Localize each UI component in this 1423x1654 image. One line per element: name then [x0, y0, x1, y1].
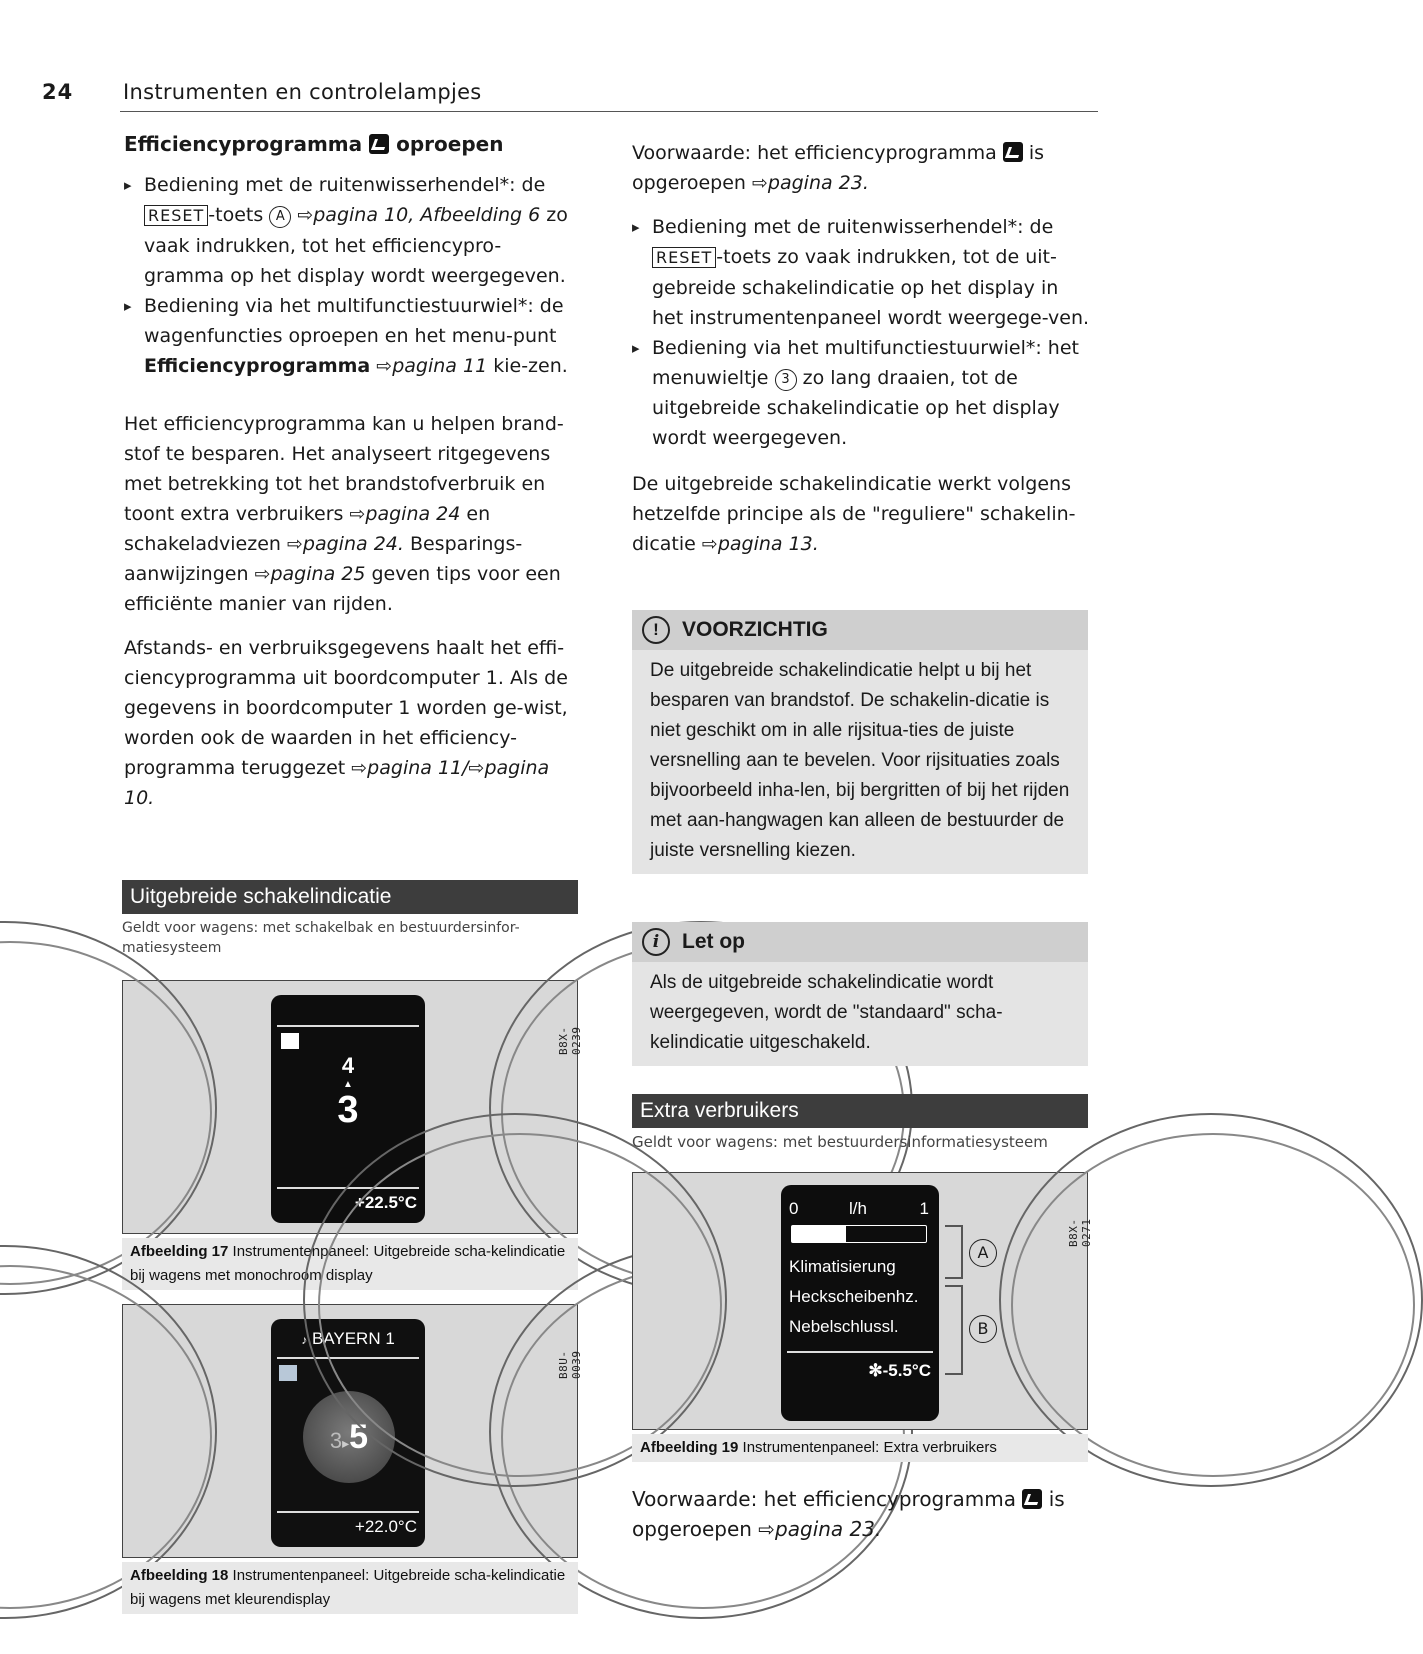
recommended-gear: 5 [349, 1418, 369, 1456]
caption-label: Afbeelding 17 [130, 1243, 229, 1260]
bullet-text: kie-zen. [493, 355, 568, 377]
callout-a-marker: A [269, 206, 291, 228]
efficiency-program-icon [281, 1033, 299, 1049]
current-gear: 3 [337, 1089, 359, 1131]
note-title: Let op [682, 930, 745, 953]
callout-b-marker: B [969, 1315, 997, 1343]
page-reference: ⇨pagina 23. [758, 1517, 882, 1541]
bullet-text: Bediening met de ruitenwisserhendel*: de [144, 174, 546, 196]
figure-19-caption [632, 1434, 1088, 1462]
figure-id: B8X-0271 [1067, 1218, 1093, 1247]
page-reference: ⇨pagina 25 [254, 563, 366, 585]
page-number: 24 [42, 80, 74, 104]
page-reference: ⇨pagina 10, Afbeelding 6 [297, 204, 541, 226]
header-rule [120, 111, 1098, 112]
caution-header [632, 610, 1088, 650]
consumer-item: Heckscheibenhz. [789, 1287, 919, 1306]
bullet-text: zo vaak indrukken, tot het efficiencypro-gramma op het display wordt weergegeven. [144, 204, 568, 287]
bullet-text: -toets zo vaak indrukken, tot de uit-gebreide schakelindicatie op het display in het instrumentenpaneel wordt weergege-ven. [652, 246, 1090, 329]
efficiency-program-icon [1022, 1489, 1042, 1509]
callout-bracket-b [945, 1285, 963, 1375]
callout-bracket-a [945, 1225, 963, 1279]
consumers-display [781, 1185, 939, 1421]
section-applicability: Geldt voor wagens: met bestuurdersinformatiesysteem [632, 1133, 1048, 1151]
page-reference: ⇨pagina 23. [751, 172, 869, 194]
recommended-gear: 4 [341, 1053, 355, 1078]
page-reference: ⇨pagina 24. [287, 533, 404, 555]
section-title-efficiency [124, 130, 579, 158]
consumer-item: Nebelschlussl. [789, 1317, 899, 1336]
paragraph [632, 469, 1092, 559]
efficiency-program-icon [1003, 142, 1023, 162]
consumption-bar [791, 1225, 927, 1243]
outside-temperature: +22.0°C [354, 1517, 417, 1536]
bullet-text: -toets [208, 204, 264, 226]
bullet-text: Bediening met de ruitenwisserhendel*: de [652, 216, 1054, 238]
section-uitgebreide-schakelindicatie [122, 880, 578, 958]
efficiency-program-icon [369, 134, 389, 154]
figure-id: B8X-0239 [557, 1026, 583, 1055]
paragraph-text: Besparings-aanwijzingen [124, 533, 523, 585]
caption-text: Instrumentenpaneel: Extra verbruikers [742, 1439, 997, 1456]
list-item [124, 170, 579, 291]
page-reference: ⇨pagina 13. [701, 533, 819, 555]
shift-up-arrow-icon: ▲ [343, 1079, 353, 1090]
figure-18-caption [122, 1562, 578, 1614]
figure-id: B8U-0039 [557, 1350, 583, 1379]
display-rule [787, 1351, 933, 1353]
outside-temperature: +22.5°C [354, 1193, 417, 1212]
instruction-list [124, 170, 579, 381]
note-body: Als de uitgebreide schakelindicatie wordt weergegeven, wordt de "standaard" scha-kelindicatie uitgeschakeld. [650, 972, 1003, 1053]
note-box [632, 922, 1088, 1066]
bullet-text: Bediening via het multifunctiestuurwiel*: de wagenfuncties oproepen en het menu-punt [144, 295, 564, 347]
efficiency-program-icon [279, 1365, 297, 1381]
caution-body: De uitgebreide schakelindicatie helpt u bij het besparen van brandstof. De schakelin-dicatie is niet geschikt om in alle rijsitua-ties de juiste versnelling aan te bevelen. Voor rijsituaties zoals bijvoorbeeld inha-len, bij bergritten of bij het rijden met aan-hangwagen kan alleen de bestuurder de juiste versnelling kiezen. [650, 660, 1070, 861]
callout-3-marker: 3 [775, 369, 797, 391]
caution-box [632, 610, 1088, 874]
shift-arrow-icon: ▸ [342, 1435, 350, 1451]
instruction-list [632, 212, 1092, 453]
callout-a-marker: A [969, 1239, 997, 1267]
section-heading: Uitgebreide schakelindicatie [122, 880, 578, 914]
warning-icon: ! [642, 616, 670, 644]
consumer-item: Klimatisierung [789, 1257, 896, 1276]
paragraph-text: Afstands- en verbruiksgegevens haalt het effi-ciencyprogramma uit boordcomputer 1. Als de gegevens in boordcomputer 1 worden ge-wist, worden ook de waarden in het efficiency-programma teruggezet [124, 637, 568, 779]
caption-label: Afbeelding 19 [640, 1439, 739, 1456]
list-item [632, 212, 1092, 333]
section-extra-verbruikers [632, 1094, 1088, 1152]
page-reference: ⇨pagina 11 [376, 355, 488, 377]
reset-key: RESET [144, 205, 208, 226]
list-item [632, 333, 1092, 453]
figure-19-extra-consumers [632, 1172, 1093, 1430]
paragraph-text: De uitgebreide schakelindicatie werkt volgens hetzelfde principe als de "reguliere" schakelin-dicatie [632, 473, 1076, 555]
list-item [124, 291, 579, 381]
chapter-title: Instrumenten en controlelampjes [123, 80, 482, 104]
gauge-arc-left-inner [0, 941, 212, 1285]
left-column-text [124, 130, 579, 813]
caption-text: Instrumentenpaneel: Uitgebreide scha-kelindicatie bij wagens met monochroom display [130, 1243, 566, 1284]
menu-item-name: Efficiencyprogramma [144, 355, 371, 377]
section-heading: Extra verbruikers [632, 1094, 1088, 1128]
gauge-arc-right-inner [1011, 1133, 1415, 1477]
unit-label: l/h [849, 1199, 867, 1218]
radio-station-text: BAYERN 1 [311, 1329, 395, 1348]
scale-max: 1 [919, 1199, 929, 1218]
caution-title: VOORZICHTIG [682, 618, 828, 641]
info-icon: i [642, 928, 670, 956]
bullet-text: zo lang draaien, tot de uitgebreide schakelindicatie op het display wordt weergegeven. [652, 367, 1060, 449]
section-applicability: Geldt voor wagens: met schakelbak en bestuurdersinfor-matiesysteem [122, 920, 520, 956]
prerequisite [632, 1484, 1092, 1544]
prerequisite [632, 138, 1092, 198]
scale-min: 0 [789, 1199, 799, 1218]
paragraph [124, 633, 579, 813]
paragraph-text: Het efficiencyprogramma kan u helpen brand-stof te besparen. Het analyseert ritgegevens met betrekking tot het brandstofverbruik en toont extra verbruikers [124, 413, 564, 525]
section-title-part: Efficiencyprogramma [124, 132, 363, 156]
gauge-arc-left-inner [0, 1265, 212, 1609]
caption-text: Instrumentenpaneel: Uitgebreide scha-kelindicatie bij wagens met kleurendisplay [130, 1567, 566, 1608]
consumption-bar-fill [792, 1226, 846, 1242]
prerequisite-bottom [632, 1484, 1092, 1544]
prerequisite-text: is opgeroepen [632, 142, 1045, 194]
paragraph-text: geven tips voor een efficiënte manier van rijden. [124, 563, 561, 615]
current-gear: 3 [329, 1428, 343, 1453]
display-rule [277, 1025, 419, 1027]
paragraph [124, 409, 579, 619]
note-header [632, 922, 1088, 962]
prerequisite-text: is opgeroepen [632, 1487, 1065, 1541]
prerequisite-text: Voorwaarde: het efficiencyprogramma [632, 142, 997, 164]
page-reference: ⇨pagina 24 [349, 503, 461, 525]
bullet-text: Bediening via het multifunctiestuurwiel*: het menuwieltje [652, 337, 1079, 389]
radio-icon: ♪ [301, 1333, 308, 1347]
reset-key: RESET [652, 247, 716, 268]
right-column-text [632, 138, 1092, 559]
prerequisite-text: Voorwaarde: het efficiencyprogramma [632, 1487, 1016, 1511]
outside-temperature: ✻-5.5°C [868, 1361, 931, 1380]
paragraph-text: en schakeladviezen [124, 503, 491, 555]
display-rule [277, 1511, 419, 1513]
caption-label: Afbeelding 18 [130, 1567, 229, 1584]
gauge-arc-left-inner [318, 1133, 722, 1477]
section-title-part: oproepen [396, 132, 504, 156]
page-reference: ⇨pagina 11/⇨pagina 10. [124, 757, 550, 809]
